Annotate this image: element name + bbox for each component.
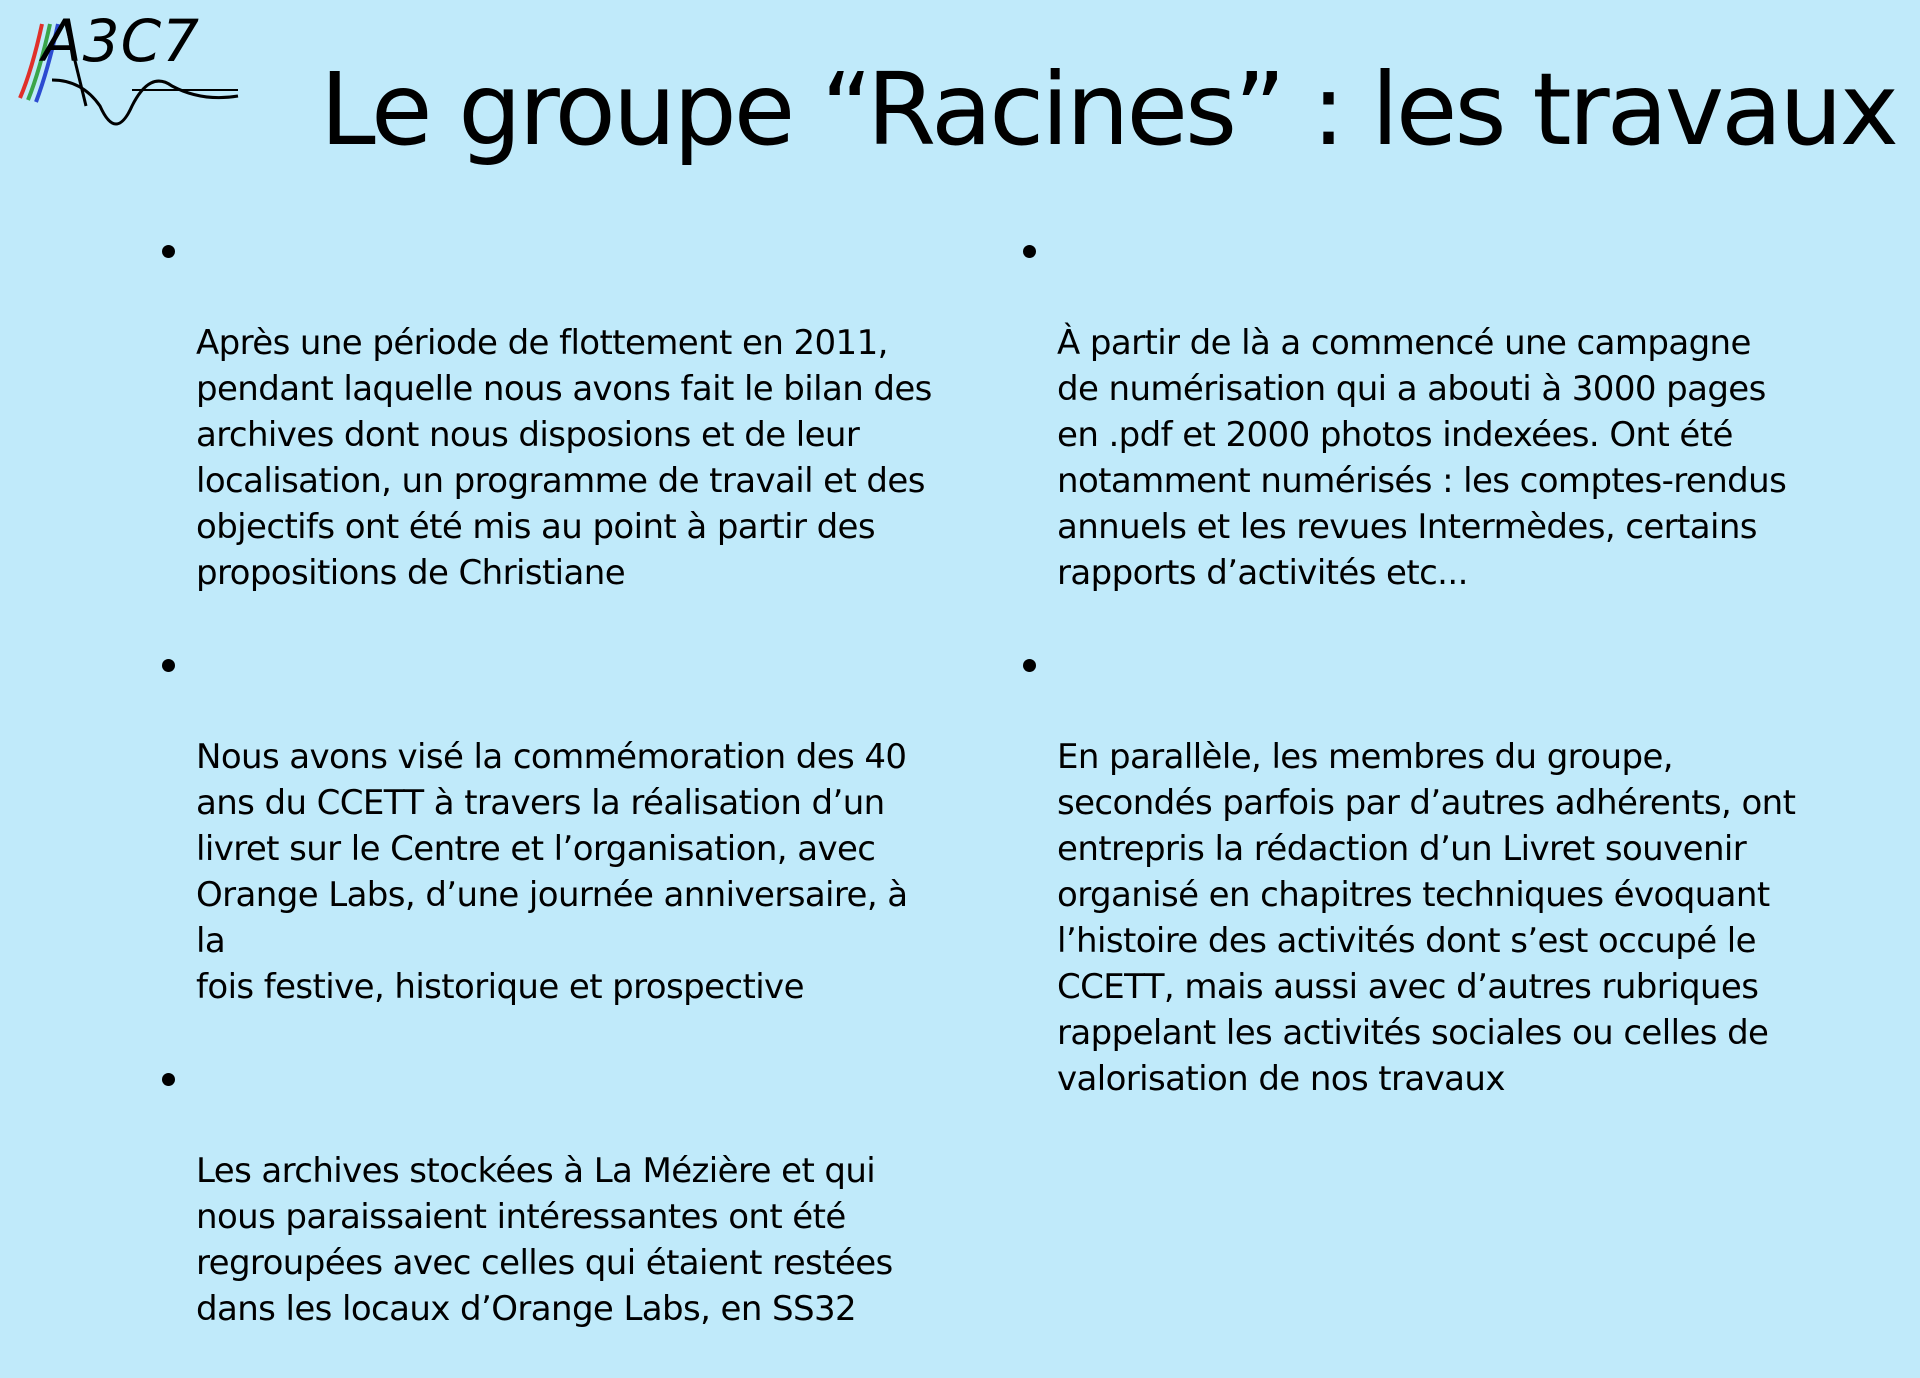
bullet-dot-icon [162, 245, 175, 258]
right-column [1021, 228, 1821, 1148]
bullet-text: Nous avons visé la commémoration des 40 ans du CCETT à travers la réalisation d’un livret sur le Centre et l’organisation, avec Orange Labs, d’une journée anniversaire, à la fois festive, historique et prospective [196, 737, 908, 1007]
bullet-item [160, 1056, 940, 1332]
bullet-dot-icon [1023, 659, 1036, 672]
bullet-text: En parallèle, les membres du groupe, secondés parfois par d’autres adhérents, ont entrepris la rédaction d’un Livret souvenir organisé en chapitres techniques évoquant l’histoire des activités dont s’est occupé le CCETT, mais aussi avec d’autres rubriques rappelant les activités sociales ou celles de valorisation de nos travaux [1057, 737, 1796, 1099]
bullet-text: À partir de là a commencé une campagne de numérisation qui a abouti à 3000 pages en .pdf et 2000 photos indexées. Ont été notamment numérisés : les comptes-rendus annuels et les revues Intermèdes, certains rapports d’activités etc... [1057, 323, 1787, 593]
bullet-text: Après une période de flottement en 2011, pendant laquelle nous avons fait le bilan des archives dont nous disposions et de leur localisation, un programme de travail et des objectifs ont été mis au point à partir des propositions de Christiane [196, 323, 932, 593]
slide-title: Le groupe “Racines” : les travaux [320, 51, 1896, 168]
bullet-item [1021, 228, 1821, 596]
bullet-dot-icon [1023, 245, 1036, 258]
bullet-text: Les archives stockées à La Mézière et qui nous paraissaient intéressantes ont été regroupées avec celles qui étaient restées dans les locaux d’Orange Labs, en SS32 [196, 1151, 893, 1329]
bullet-item [160, 228, 940, 596]
bullet-item [1021, 642, 1821, 1102]
bullet-item [160, 642, 940, 1010]
left-column [160, 228, 940, 1378]
logo-text: A3C7 [42, 7, 200, 75]
bullet-dot-icon [162, 659, 175, 672]
